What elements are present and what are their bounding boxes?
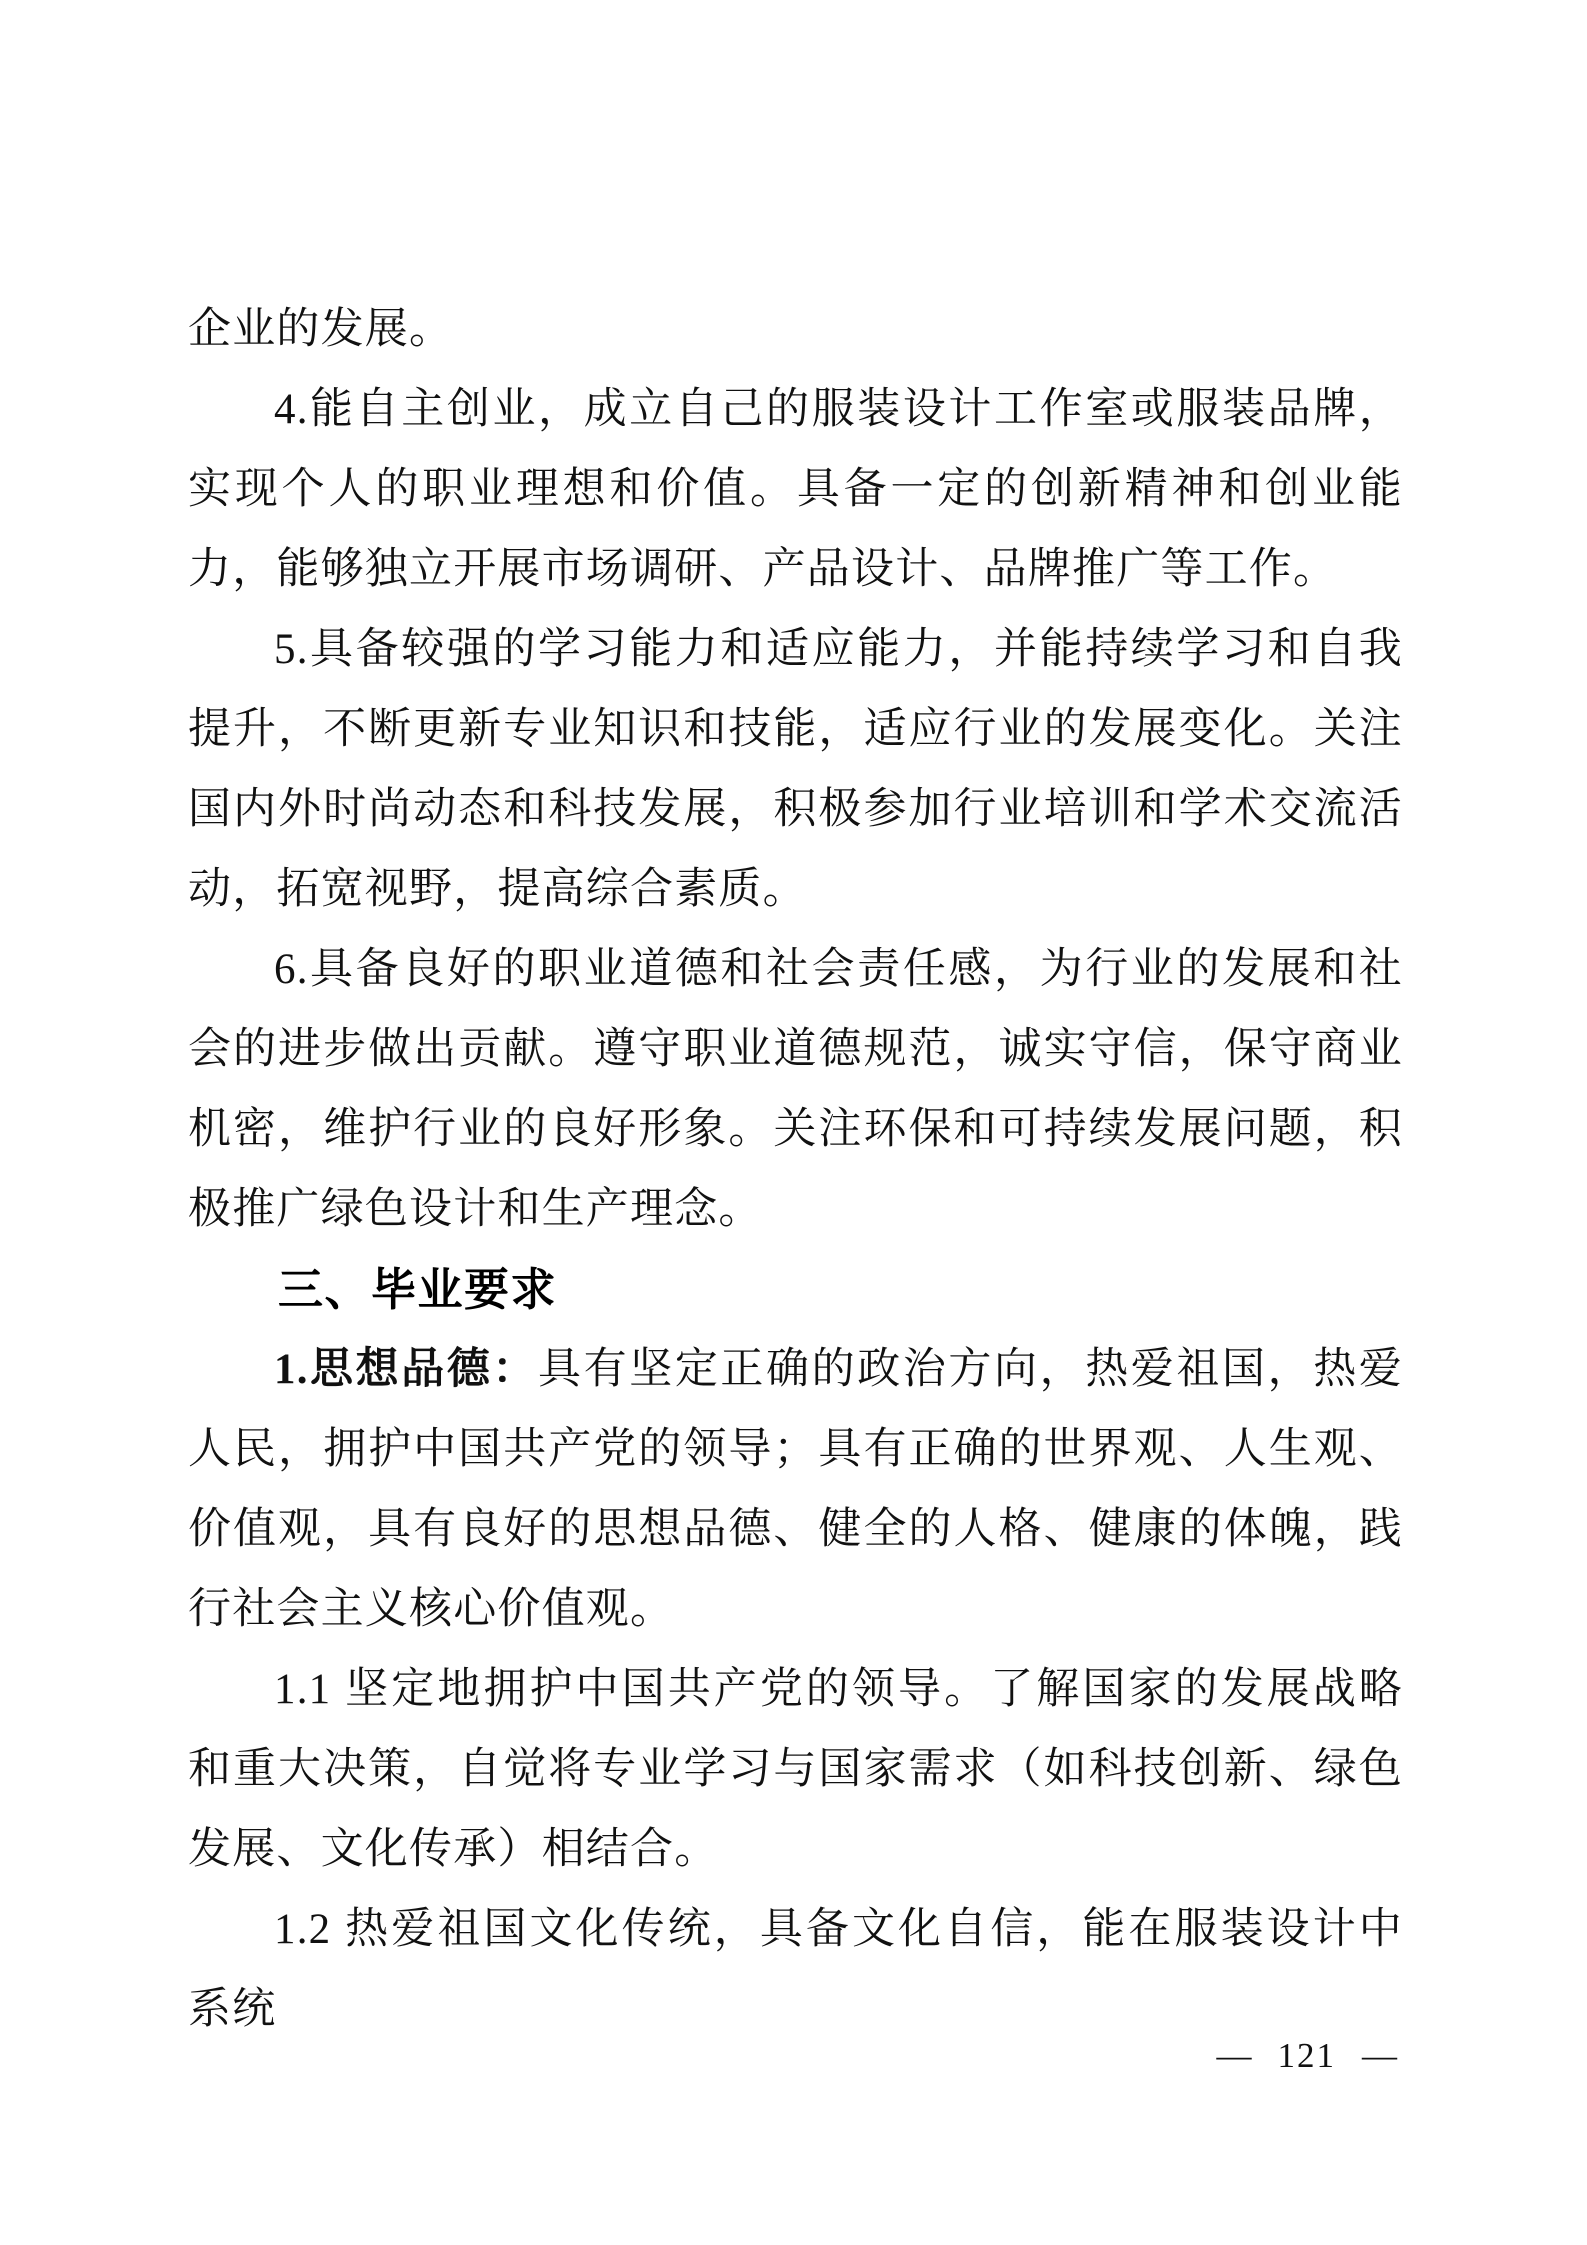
paragraph-lead-body: 具有坚定正确的政治方向，热爱祖国，热爱人民，拥护中国共产党的领导；具有正确的世界观、人生观、价值观，具有良好的思想品德、健全的人格、健康的体魄，践行社会主义核心价值观。	[188, 1346, 1403, 1633]
paragraph-ideology	[188, 1330, 1403, 1650]
footer-right-dash: —	[1362, 2036, 1397, 2075]
paragraph-item-5: 5.具备较强的学习能力和适应能力，并能持续学习和自我提升，不断更新专业知识和技能，适应行业的发展变化。关注国内外时尚动态和科技发展，积极参加行业培训和学术交流活动，拓宽视野，提高综合素质。	[188, 626, 1403, 913]
paragraph-item-4: 4.能自主创业，成立自己的服装设计工作室或服装品牌，实现个人的职业理想和价值。具备一定的创新精神和创业能力，能够独立开展市场调研、产品设计、品牌推广等工作。	[188, 386, 1403, 593]
text-body	[188, 290, 1403, 2050]
section-heading-graduation-requirements: 三、毕业要求	[278, 1264, 558, 1315]
paragraph-continuation: 企业的发展。	[188, 306, 454, 353]
paragraph-item-1-2: 1.2 热爱祖国文化传统，具备文化自信，能在服装设计中系统	[188, 1906, 1403, 2033]
paragraph-lead-label: 1.思想品德：	[274, 1346, 539, 1393]
footer-left-dash: —	[1216, 2036, 1252, 2075]
footer-page-number: 121	[1277, 2036, 1336, 2075]
paragraph-item-1-1: 1.1 坚定地拥护中国共产党的领导。了解国家的发展战略和重大决策，自觉将专业学习与国家需求（如科技创新、绿色发展、文化传承）相结合。	[188, 1666, 1403, 1873]
paragraph-item-6: 6.具备良好的职业道德和社会责任感，为行业的发展和社会的进步做出贡献。遵守职业道德规范，诚实守信，保守商业机密，维护行业的良好形象。关注环保和可持续发展问题，积极推广绿色设计和生产理念。	[188, 946, 1403, 1233]
page-number	[1217, 2036, 1398, 2076]
